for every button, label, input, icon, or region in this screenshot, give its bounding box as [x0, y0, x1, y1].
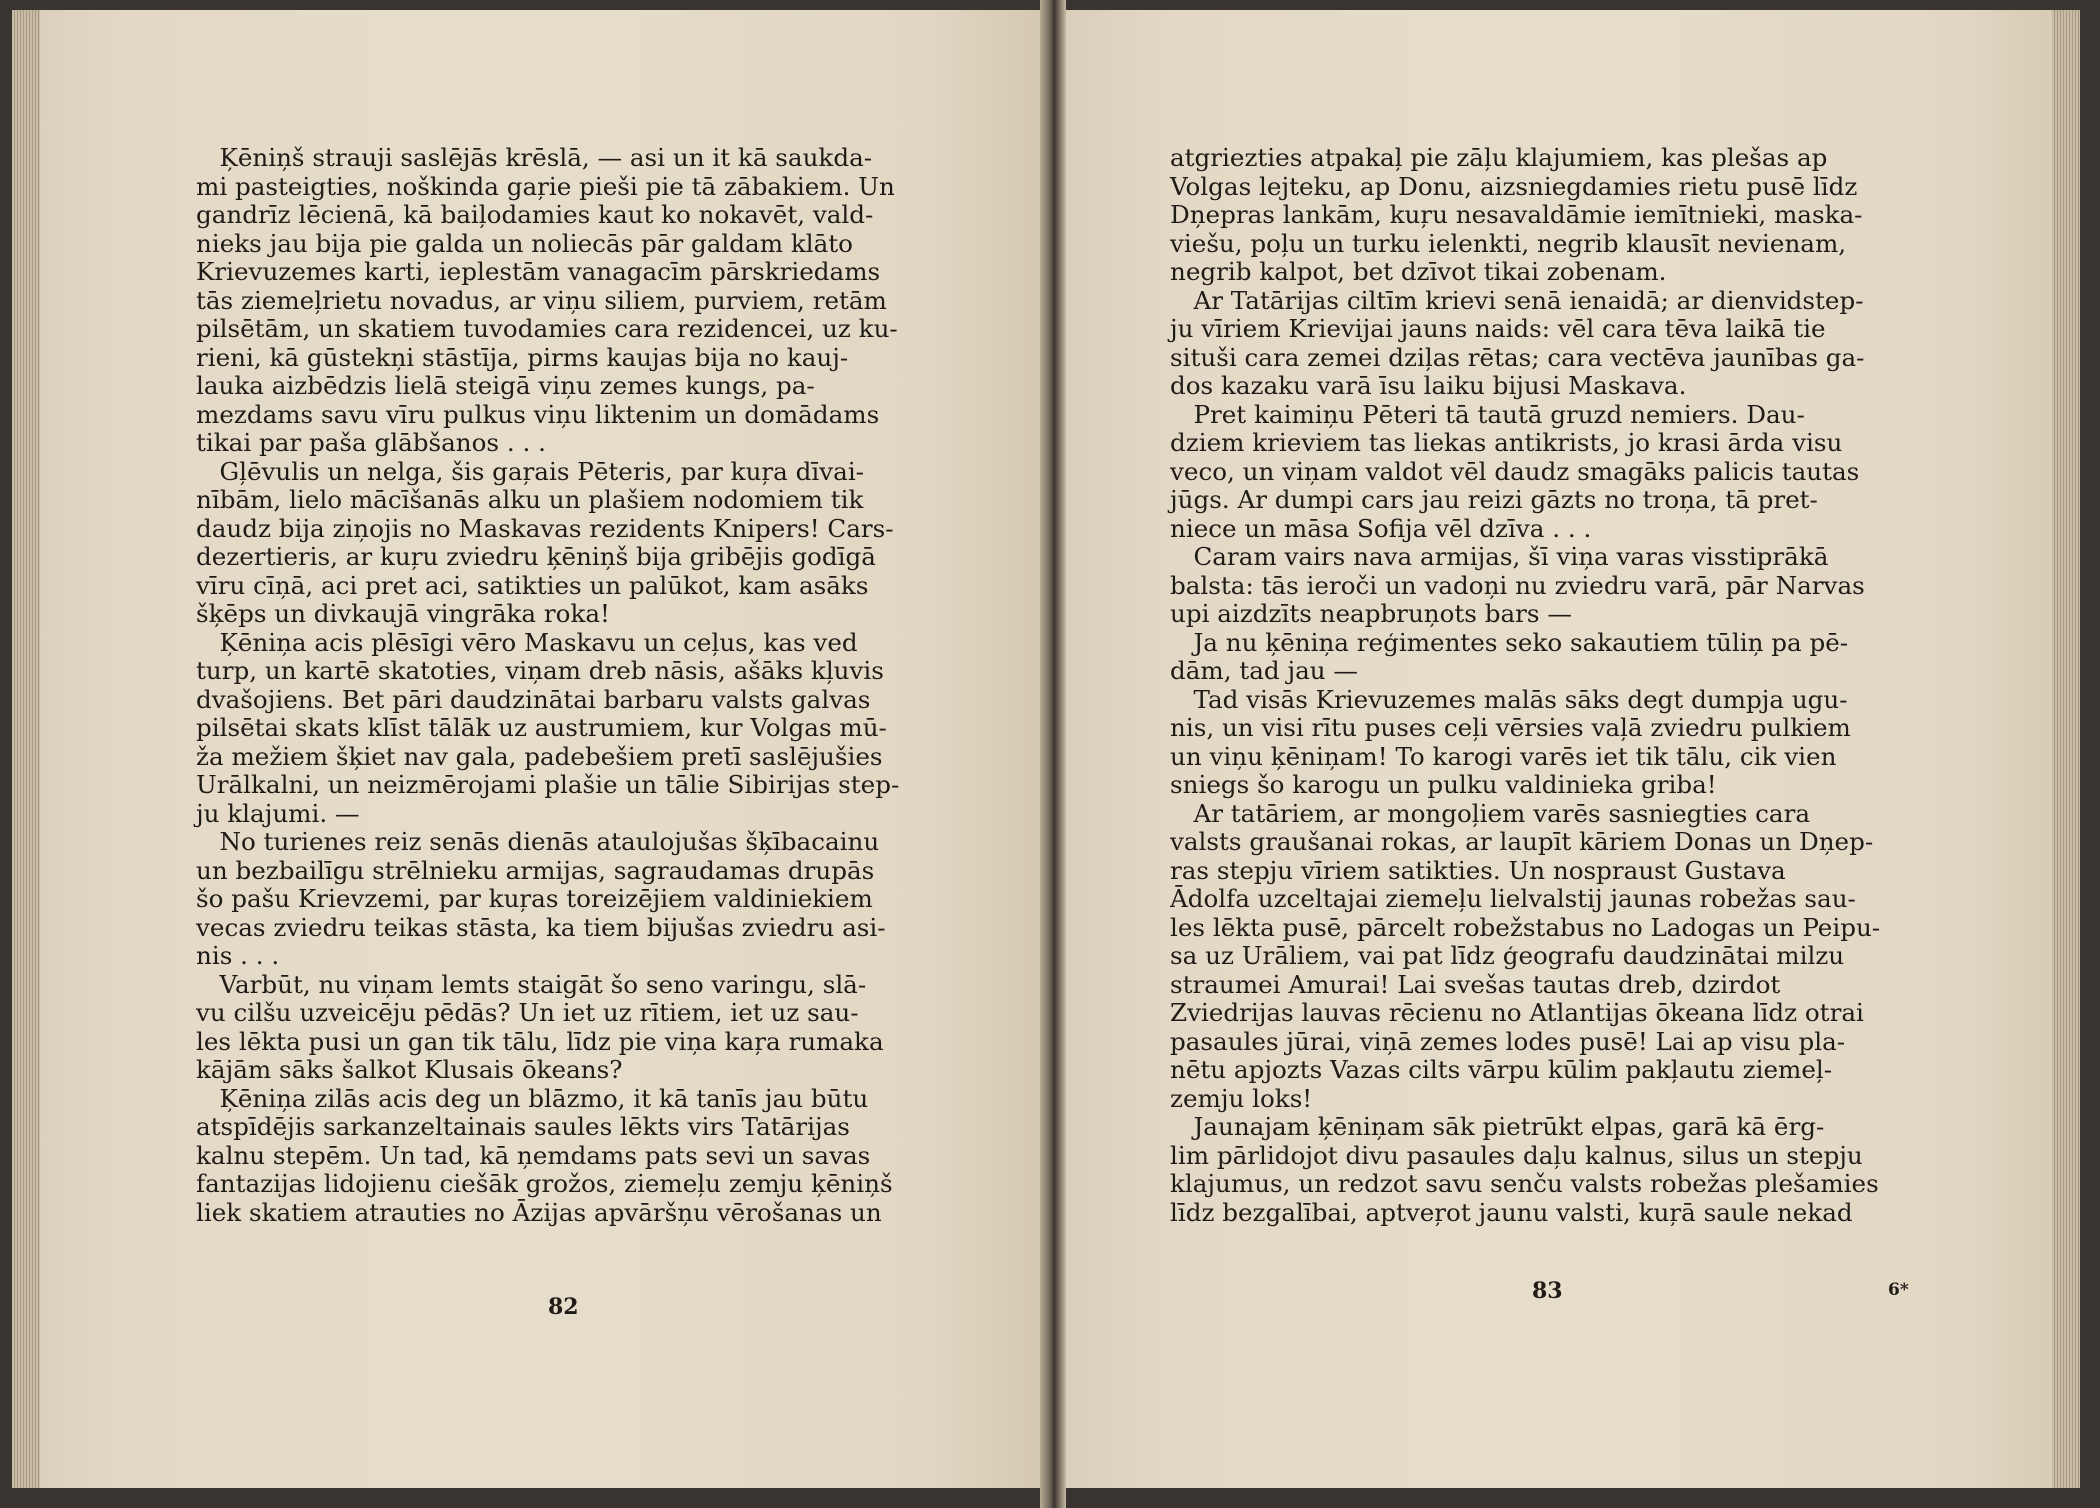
text-line: Ādolfa uzceltajai ziemeļu lielvalstij jaunas robežas sau- [1170, 884, 1856, 913]
text-line: mezdams savu vīru pulkus viņu liktenim un domādams [196, 399, 880, 429]
text-line: Varbūt, nu viņam lemts staigāt šo seno varingu, slā- [196, 969, 867, 999]
text-line: veco, un viņam valdot vēl daudz smagāks palicis tautas [1170, 456, 1860, 486]
text-line: ju klajumi. — [196, 798, 360, 828]
text-line: nieks jau bija pie galda un noliecās pār galdam klāto [196, 228, 853, 258]
text-line: Gļēvulis un nelga, šis gaŗais Pēteris, par kuŗa dīvai- [196, 456, 864, 486]
text-line: tās ziemeļrietu novadus, ar viņu siliem, purviem, retām [196, 285, 887, 315]
text-line: pasaules jūrai, viņā zemes lodes pusē! Lai ap visu pla- [1170, 1026, 1846, 1056]
text-line: liek skatiem atrauties no Āzijas apvāršņu vērošanas un [196, 1197, 882, 1227]
text-line: vu cilšu uzveicēju pēdās? Un iet uz rītiem, iet uz sau- [196, 998, 859, 1027]
right-page-edges [2052, 10, 2080, 1488]
page-number-right: 83 [1532, 1278, 1563, 1304]
text-line: Caram vairs nava armijas, šī viņa varas visstiprākā [1170, 542, 1829, 571]
text-line: vīru cīņā, aci pret aci, satikties un palūkot, kam asāks [196, 570, 869, 600]
text-line: dvašojiens. Bet pāri daudzinātai barbaru valsts galvas [196, 684, 871, 714]
text-line: No turienes reiz senās dienās ataulojušas šķībacainu [196, 827, 880, 856]
text-line: Ķēniņa acis plēsīgi vēro Maskavu un ceļus, kas ved [196, 627, 858, 657]
text-line: Tad visās Krievuzemes malās sāks degt dumpja ugu- [1170, 684, 1848, 714]
text-line: zemju loks! [1170, 1083, 1313, 1113]
text-line: nis, un visi rītu puses ceļi vērsies vaļā zviedru pulkiem [1170, 713, 1851, 742]
text-line: les lēkta pusē, pārcelt robežstabus no Ladogas un Peipu- [1170, 912, 1881, 942]
text-line: dos kazaku varā īsu laiku bijusi Maskava. [1170, 371, 1687, 400]
right-page-text [1170, 144, 1915, 1227]
text-line: sniegs šo karogu un pulku valdinieka griba! [1170, 770, 1717, 799]
text-line: upi aizdzīts neapbruņots bars — [1170, 599, 1572, 628]
text-line: šo pašu Krievzemi, par kuŗas toreizējiem valdiniekiem [196, 884, 873, 913]
text-line: vecas zviedru teikas stāsta, ka tiem bijušas zviedru asi- [196, 912, 886, 942]
text-line: un bezbailīgu strēlnieku armijas, sagraudamas drupās [196, 855, 875, 885]
text-line: dām, tad jau — [1170, 656, 1359, 685]
text-line: valsts graušanai rokas, ar laupīt kāriem Donas un Dņep- [1170, 827, 1874, 856]
text-line: Dņepras lankām, kuŗu nesavaldāmie iemītnieki, maska- [1170, 200, 1863, 229]
left-page-edges [12, 10, 40, 1488]
text-line: Ja nu ķēniņa reģimentes seko sakautiem tūliņ pa pē- [1170, 627, 1849, 657]
text-line: fantazijas lidojienu ciešāk grožos, ziemeļu zemju ķēniņš [196, 1169, 893, 1198]
text-line: niece un māsa Sofija vēl dzīva . . . [1170, 513, 1592, 543]
text-line: dziem krieviem tas liekas antikrists, jo krasi ārda visu [1170, 428, 1843, 457]
left-page-text [196, 144, 936, 1227]
text-line: gandrīz lēcienā, kā baiļodamies kaut ko nokavēt, vald- [196, 200, 874, 229]
page-number-left: 82 [548, 1294, 579, 1320]
text-line: turp, un kartē skatoties, viņam dreb nāsis, ašāks kļuvis [196, 656, 884, 685]
text-line: klajumus, un redzot savu senču valsts robežas plešamies [1170, 1169, 1879, 1198]
text-line: atspīdējis sarkanzeltainais saules lēkts virs Tatārijas [196, 1112, 850, 1141]
text-line: mi pasteigties, noškinda gaŗie pieši pie tā zābakiem. Un [196, 171, 895, 201]
text-line: šķēps un divkaujā vingrāka roka! [196, 599, 610, 628]
text-line: lim pārlidojot divu pasaules daļu kalnus, silus un stepju [1170, 1140, 1863, 1170]
text-line: Krievuzemes karti, ieplestām vanagacīm pārskriedams [196, 257, 881, 286]
signature-mark: 6* [1888, 1280, 1909, 1300]
text-line: les lēkta pusi un gan tik tālu, līdz pie viņa kaŗa rumaka [196, 1026, 884, 1056]
text-line: ža mežiem šķiet nav gala, padebešiem pretī saslējušies [196, 741, 883, 771]
text-line: viešu, poļu un turku ielenkti, negrib klausīt nevienam, [1170, 228, 1847, 258]
text-line: atgriezties atpakaļ pie zāļu klajumiem, kas plešas ap [1170, 143, 1828, 172]
text-line: nībām, lielo mācīšanās alku un plašiem nodomiem tik [196, 485, 864, 514]
text-line: Ar tatāriem, ar mongoļiem varēs sasniegties cara [1170, 798, 1811, 828]
text-line: tikai par paša glābšanos . . . [196, 428, 546, 457]
text-line: Zviedrijas lauvas rēcienu no Atlantijas ōkeana līdz otrai [1170, 998, 1864, 1027]
text-line: Pret kaimiņu Pēteri tā tautā gruzd nemiers. Dau- [1170, 399, 1805, 429]
text-line: lauka aizbēdzis lielā steigā viņu zemes kungs, pa- [196, 371, 815, 400]
text-line: nētu apjozts Vazas cilts vārpu kūlim pakļautu ziemeļ- [1170, 1055, 1833, 1084]
text-line: rieni, kā gūstekņi stāstīja, pirms kaujas bija no kauj- [196, 342, 849, 372]
text-line: pilsētai skats klīst tālāk uz austrumiem, kur Volgas mū- [196, 713, 887, 742]
text-line: ras stepju vīriem satikties. Un nospraust Gustava [1170, 855, 1786, 885]
text-line: un viņu ķēniņam! To karogi varēs iet tik tālu, cik vien [1170, 741, 1837, 771]
text-line: negrib kalpot, bet dzīvot tikai zobenam. [1170, 257, 1667, 286]
book-gutter [1040, 0, 1066, 1508]
text-line: situši cara zemei dziļas rētas; cara vectēva jaunības ga- [1170, 342, 1865, 372]
text-line: straumei Amurai! Lai svešas tautas dreb, dzirdot [1170, 969, 1781, 999]
text-line: Volgas lejteku, ap Donu, aizsniegdamies rietu pusē līdz [1170, 171, 1858, 201]
text-line: dezertieris, ar kuŗu zviedru ķēniņš bija gribējis godīgā [196, 542, 876, 571]
text-line: ju vīriem Krievijai jauns naids: vēl cara tēva laikā tie [1170, 314, 1826, 343]
text-line: Ar Tatārijas ciltīm krievi senā ienaidā; ar dienvidstep- [1170, 285, 1864, 315]
text-line: Urālkalni, un neizmērojami plašie un tālie Sibirijas step- [196, 770, 900, 799]
text-line: nis . . . [196, 941, 280, 970]
text-line: Jaunajam ķēniņam sāk pietrūkt elpas, garā kā ērg- [1170, 1112, 1825, 1141]
text-line: Ķēniņa zilās acis deg un blāzmo, it kā tanīs jau būtu [196, 1083, 869, 1113]
text-line: sa uz Urāliem, vai pat līdz ģeografu daudzinātai milzu [1170, 941, 1845, 970]
text-line: balsta: tās ieroči un vadoņi nu zviedru varā, pār Narvas [1170, 570, 1865, 600]
text-line: pilsētām, un skatiem tuvodamies cara rezidencei, uz ku- [196, 314, 898, 343]
text-line: kalnu stepēm. Un tad, kā ņemdams pats sevi un savas [196, 1140, 871, 1170]
text-line: kājām sāks šalkot Klusais ōkeans? [196, 1055, 623, 1084]
text-line: jūgs. Ar dumpi cars jau reizi gāzts no troņa, tā pret- [1170, 485, 1818, 514]
text-line: Ķēniņš strauji saslējās krēslā, — asi un it kā saukda- [196, 143, 873, 172]
text-line: līdz bezgalībai, aptveŗot jaunu valsti, kuŗā saule nekad [1170, 1197, 1853, 1227]
text-line: daudz bija ziņojis no Maskavas rezidents Knipers! Cars- [196, 513, 894, 543]
